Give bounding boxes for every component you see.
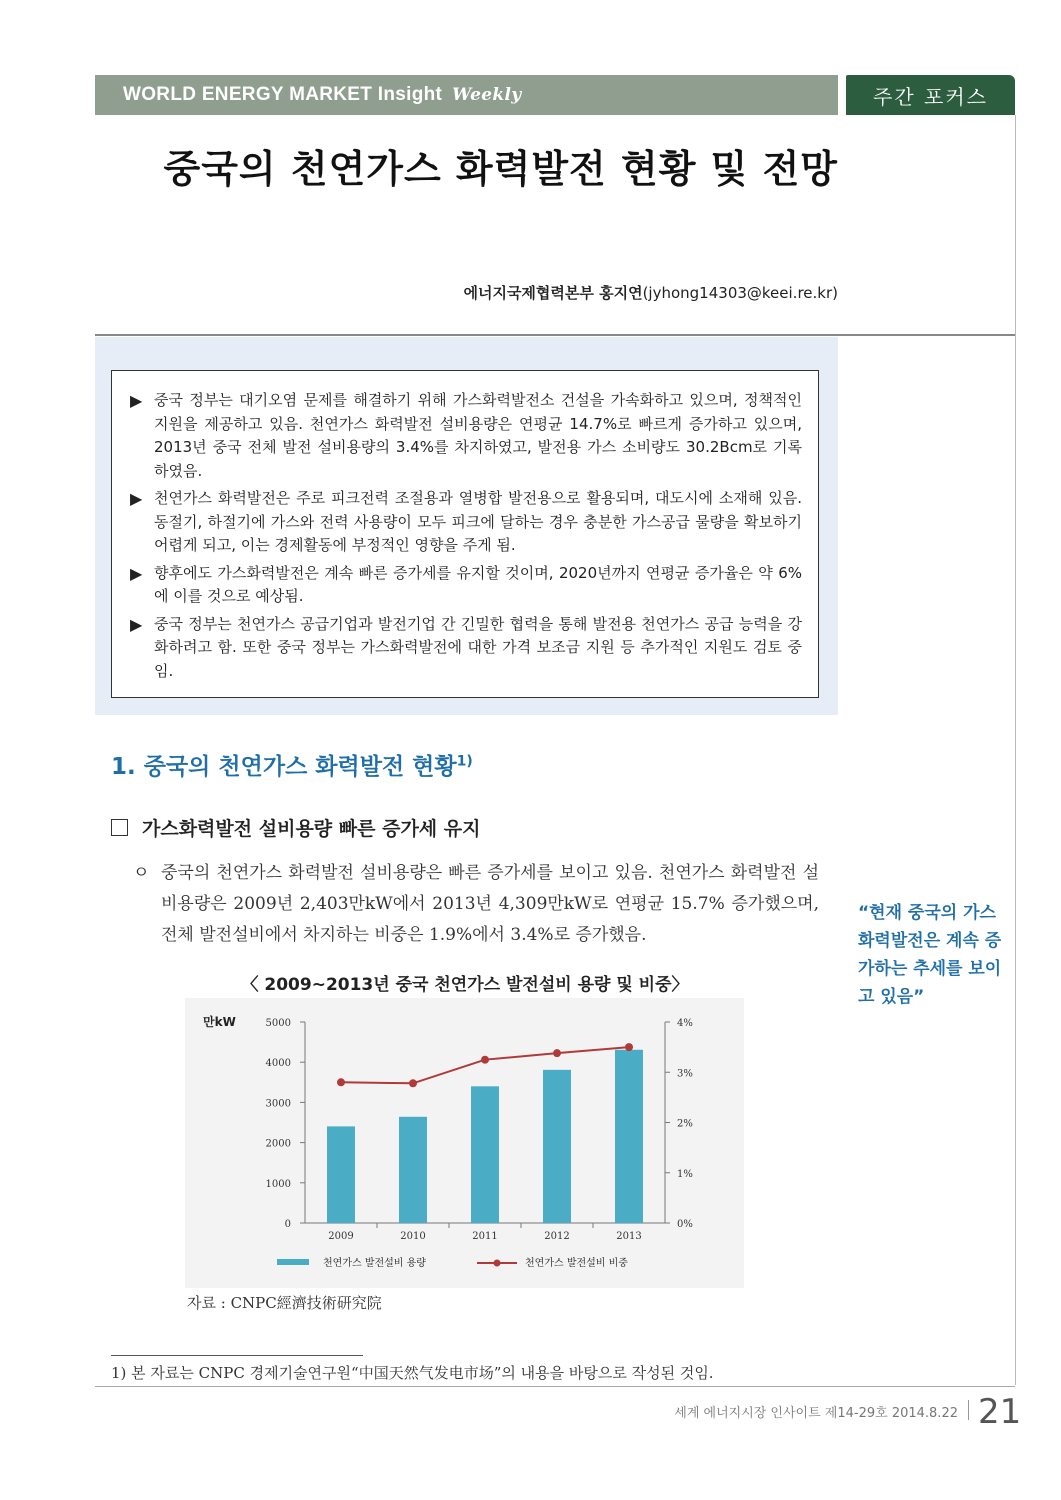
bar	[471, 1086, 499, 1223]
y2-tick-label: 3%	[677, 1068, 693, 1080]
footnote-ref[interactable]: 1)	[456, 753, 473, 770]
summary-item: ▶ 중국 정부는 대기오염 문제를 해결하기 위해 가스화력발전소 건설을 가속화하고 있으며, 정책적인 지원을 제공하고 있음. 천연가스 화력발전 설비용량은 연평균 14.7%로 빠르게 증가하고 있으며, 2013년 중국 전체 발전 설비용량의 3.4%를 차지하였고, 발전용 가스 소비량도 30.2Bcm로 기록하였음.	[130, 389, 802, 483]
legend-label-line: 천연가스 발전설비 비중	[525, 1258, 628, 1269]
x-tick-label: 2009	[328, 1231, 354, 1242]
y-tick-label: 3000	[265, 1098, 291, 1110]
bar	[399, 1117, 427, 1223]
section-tab: 주간 포커스	[846, 75, 1015, 115]
legend-swatch-point	[494, 1260, 501, 1267]
x-tick-label: 2013	[616, 1231, 642, 1242]
summary-box	[111, 370, 819, 698]
x-tick-label: 2012	[544, 1231, 570, 1242]
header-banner	[95, 75, 838, 115]
triangle-bullet-icon: ▶	[130, 489, 143, 508]
triangle-bullet-icon: ▶	[130, 563, 143, 583]
bar	[543, 1070, 571, 1223]
section-heading: 1. 중국의 천연가스 화력발전 현황$^{1)}$	[111, 753, 473, 780]
y2-tick-label: 2%	[677, 1118, 693, 1130]
y-tick-label: 1000	[265, 1178, 291, 1190]
summary-item: ▶ 천연가스 화력발전은 주로 피크전력 조절용과 열병합 발전용으로 활용되며, 대도시에 소재해 있음. 동절기, 하절기에 가스와 전력 사용량이 모두 피크에 달하는 경우 충분한 가스공급 물량을 확보하기 어렵게 되고, 이는 경제활동에 부정적인 영향을 주게 됨.	[130, 487, 802, 558]
y-axis-label: 만kW	[203, 1015, 236, 1029]
x-tick-label: 2010	[400, 1231, 426, 1242]
author-name: 에너지국제협력본부 홍지연	[463, 284, 643, 302]
brand-text: WORLD ENERGY MARKET Insight	[123, 84, 443, 105]
y-tick-label: 2000	[265, 1138, 291, 1150]
summary-item: ▶ 중국 정부는 천연가스 공급기업과 발전기업 간 긴밀한 협력을 통해 발전용 천연가스 공급 능력을 강화하려고 함. 또한 중국 정부는 가스화력발전에 대한 가격 보조금 지원 등 추가적인 지원도 검토 중임.	[130, 613, 802, 684]
author-email: (jyhong14303@keei.re.kr)	[642, 284, 838, 302]
x-tick-label: 2011	[472, 1231, 498, 1242]
brand-weekly: Weekly	[452, 85, 522, 105]
author-line	[95, 282, 838, 303]
chart	[185, 998, 744, 1288]
divider-bottom	[95, 1386, 1015, 1387]
page-number: 21	[978, 1392, 1022, 1432]
divider-top	[95, 334, 1015, 336]
chart-title: 〈 2009~2013년 중국 천연가스 발전설비 용량 및 비중〉	[241, 975, 689, 995]
line-point	[481, 1056, 489, 1064]
bar	[615, 1050, 643, 1223]
triangle-bullet-icon: ▶	[130, 614, 143, 634]
y2-tick-label: 1%	[677, 1168, 693, 1180]
right-margin-line	[1015, 115, 1016, 1385]
bar	[327, 1126, 355, 1223]
footnote-divider	[111, 1355, 363, 1356]
line-point	[337, 1078, 345, 1086]
legend-swatch-bar	[277, 1259, 309, 1265]
footer-text: 세계 에너지시장 인사이트 제14-29호 2014.8.22	[674, 1406, 958, 1421]
chart-svg	[185, 998, 744, 1288]
chart-source: 자료 : CNPC經濟技術研究院	[187, 1294, 382, 1312]
y-tick-label: 0	[284, 1219, 291, 1230]
line-point	[625, 1043, 633, 1051]
circle-bullet: ㅇ	[133, 863, 150, 883]
line-point	[553, 1049, 561, 1057]
y2-tick-label: 4%	[677, 1018, 693, 1029]
line-point	[409, 1079, 417, 1087]
legend-label-bar: 천연가스 발전설비 용량	[323, 1258, 426, 1269]
page-title: 중국의 천연가스 화력발전 현황 및 전망	[163, 147, 838, 191]
y-tick-label: 4000	[265, 1058, 291, 1070]
series-line	[341, 1047, 629, 1083]
footnote: 1) 본 자료는 CNPC 경제기술연구원“中国天然气发电市场”의 내용을 바탕으로 작성된 것임.	[111, 1364, 714, 1382]
footer-separator	[968, 1400, 969, 1420]
pull-quote: “현재 중국의 가스화력발전은 계속 증가하는 추세를 보이고 있음”	[858, 903, 1002, 1007]
subsection-heading: 가스화력발전 설비용량 빠른 증가세 유지	[111, 814, 480, 841]
y-tick-label: 5000	[265, 1018, 291, 1029]
body-paragraph: ㅇ 중국의 천연가스 화력발전 설비용량은 빠른 증가세를 보이고 있음. 천연가스 화력발전 설비용량은 2009년 2,403만kW에서 2013년 4,309만kW로 연평균 15.7% 증가했으며, 전체 발전설비에서 차지하는 비중은 1.9%에서 3.4%로 증가했음.	[133, 858, 819, 951]
checkbox-square-icon	[111, 819, 128, 836]
triangle-bullet-icon: ▶	[130, 391, 143, 410]
summary-item: ▶ 향후에도 가스화력발전은 계속 빠른 증가세를 유지할 것이며, 2020년까지 연평균 증가율은 약 6%에 이를 것으로 예상됨.	[130, 562, 802, 609]
y2-tick-label: 0%	[677, 1219, 693, 1230]
